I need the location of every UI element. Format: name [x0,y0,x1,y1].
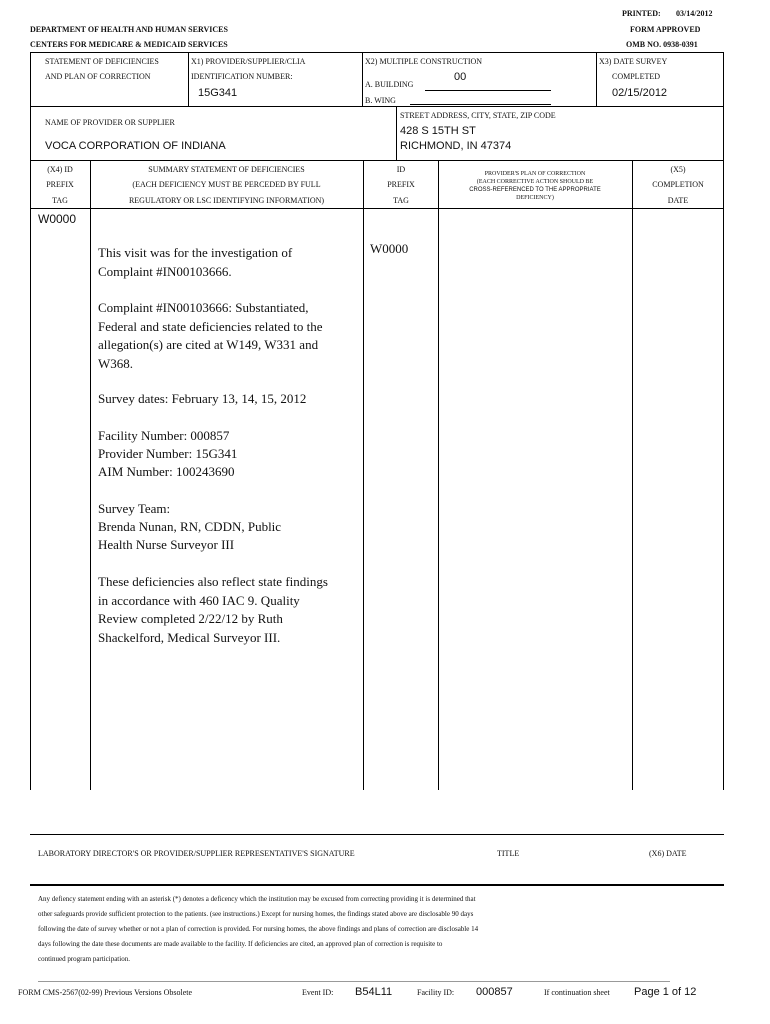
department-heading: DEPARTMENT OF HEALTH AND HUMAN SERVICES [30,25,228,34]
x2-label: X2) MULTIPLE CONSTRUCTION [365,57,483,66]
deficiency-facility-number: Facility Number: 000857 [98,428,230,443]
deficiency-paragraph-state: These deficiencies also reflect state findings in accordance with 460 IAC 9. Quality Review completed 2/22/12 by Ruth Shackelford, Medical Surveyor III. [98,574,328,645]
provider-name: VOCA CORPORATION OF INDIANA [45,140,226,152]
event-id-label: Event ID: [302,988,334,997]
id-header-3: TAG [393,196,409,205]
id-block-divider-1 [188,52,189,106]
date-survey-completed: 02/15/2012 [612,87,668,99]
deficiency-prefix-tag: W0000 [38,212,77,226]
plan-header-4: DEFICIENCY) [516,195,554,201]
disclaimer-line-3: following the date of survey whether or not a plan of correction is provided. For nursing homes, the above findings and plans of correction are disclosable 14 [38,925,479,933]
body-rule-summary [363,160,364,790]
x1-sublabel: IDENTIFICATION NUMBER: [191,72,293,81]
x2-value: 00 [454,71,467,83]
body-rule-id [438,160,439,790]
body-right-rule [723,160,724,790]
provider-divider [396,106,397,160]
street-address: 428 S 15TH ST [400,125,476,137]
x4-header-3: TAG [52,196,68,205]
column-header-rule [30,208,724,209]
body-left-rule [30,160,31,790]
deficiency-paragraph-complaint: Complaint #IN00103666: Substantiated, Federal and state deficiencies related to the allegation(s) are cited at W149, W331 and W368. [98,300,323,371]
provider-right-rule [723,106,724,160]
x4-header-1: (X4) ID [47,165,73,174]
plan-label: AND PLAN OF CORRECTION [45,72,151,81]
plan-header-3: CROSS-REFERENCED TO THE APPROPRIATE [469,187,601,193]
body-rule-x4 [90,160,91,790]
summary-header-1: SUMMARY STATEMENT OF DEFICIENCIES [148,165,305,174]
x5-header-1: (X5) [670,165,686,174]
address-label: STREET ADDRESS, CITY, STATE, ZIP CODE [400,111,556,120]
summary-header-2: (EACH DEFICIENCY MUST BE PERCEDED BY FULL [132,180,321,189]
plan-header-1: PROVIDER'S PLAN OF CORRECTION [484,171,586,177]
id-block-top-rule [30,52,724,53]
disclaimer-line-4: days following the date these documents are made available to the facility. If deficiencies are cited, an approved plan of correction is requisite to [38,940,443,948]
title-label: TITLE [497,849,520,858]
signature-top-rule [30,834,724,835]
survey-team-label: Survey Team: [98,501,171,516]
omb-number: OMB NO. 0938-0391 [626,40,698,49]
printed-label: PRINTED: [622,9,661,18]
disclaimer-line-2: other safeguards provide sufficient protection to the patients. (see instructions.) Except for nursing homes, the findings stated above are disclosable 90 days [38,910,474,918]
event-id: B54L11 [355,986,393,998]
wing-line [410,104,551,105]
footer-rule [38,981,670,982]
provider-left-rule [30,106,31,160]
centers-heading: CENTERS FOR MEDICARE & MEDICAID SERVICES [30,40,228,49]
deficiency-paragraph-visit: This visit was for the investigation of Complaint #IN00103666. [98,245,293,279]
id-block-divider-2 [362,52,363,106]
deficiency-provider-number: Provider Number: 15G341 [98,446,238,461]
x3-label: X3) DATE SURVEY [599,57,668,66]
plan-header-2: (EACH CORRECTIVE ACTION SHOULD BE [476,179,594,185]
survey-team-member-1: Brenda Nunan, RN, CDDN, Public [98,519,282,534]
statement-label: STATEMENT OF DEFICIENCIES [45,57,159,66]
provider-bottom-rule [30,160,724,161]
form-approved: FORM APPROVED [630,25,701,34]
continuation-label: If continuation sheet [544,988,610,997]
id-block-bottom-rule [30,106,724,107]
id-header-2: PREFIX [387,180,415,189]
disclaimer-line-1: Any defiency statement ending with an asterisk (*) denotes a deficency which the institution may be excused from correcting providing it is determined that [38,895,476,903]
x5-header-2: COMPLETION [652,180,704,189]
provider-id: 15G341 [198,87,238,99]
deficiency-survey-dates: Survey dates: February 13, 14, 15, 2012 [98,391,307,406]
disclaimer-line-5: continued program participation. [38,955,130,963]
form-identifier: FORM CMS-2567(02-99) Previous Versions Obsolete [18,988,193,997]
id-block-divider-3 [596,52,597,106]
plan-prefix-tag: W0000 [370,241,409,256]
id-block-right-rule [723,52,724,106]
facility-id-label: Facility ID: [417,988,455,997]
survey-team-member-2: Health Nurse Surveyor III [98,537,235,552]
summary-header-3: REGULATORY OR LSC IDENTIFYING INFORMATION) [128,196,325,205]
printed-date: 03/14/2012 [676,9,713,18]
x5-header-3: DATE [667,196,689,205]
signature-bottom-rule [30,884,724,886]
building-label: A. BUILDING [365,80,414,89]
x3-sublabel: COMPLETED [612,72,660,81]
building-line [425,90,551,91]
x1-label: X1) PROVIDER/SUPPLIER/CLIA [191,57,306,66]
wing-label: B. WING [365,96,396,105]
x6-date-label: (X6) DATE [649,849,687,858]
deficiency-aim-number: AIM Number: 100243690 [98,464,235,479]
facility-id: 000857 [476,986,513,998]
city-state-zip: RICHMOND, IN 47374 [400,140,512,152]
body-rule-plan [632,160,633,790]
id-header-1: ID [396,165,406,174]
lab-director-signature-label: LABORATORY DIRECTOR'S OR PROVIDER/SUPPLIER REPRESENTATIVE'S SIGNATURE [38,849,355,858]
x4-header-2: PREFIX [46,180,74,189]
page-number: Page 1 of 12 [634,986,697,998]
provider-name-label: NAME OF PROVIDER OR SUPPLIER [45,118,175,127]
id-block-left-rule [30,52,31,106]
